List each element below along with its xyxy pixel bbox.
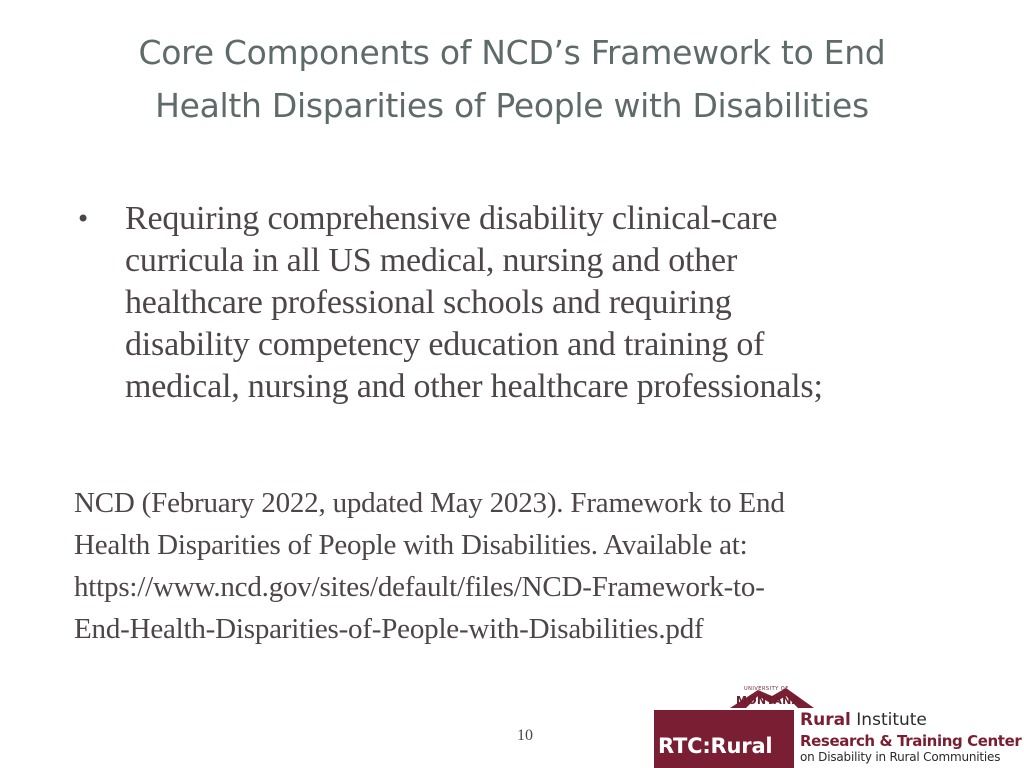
bullet-item [72, 198, 972, 408]
bullet-line-1: Requiring comprehensive disability clinical-care [125, 200, 778, 237]
citation-url-line-2[interactable]: End-Health-Disparities-of-People-with-Disabilities.pdf [74, 613, 704, 645]
citation-line-1: NCD (February 2022, updated May 2023). Framework to End [74, 487, 785, 519]
bullet-dot: • [76, 205, 90, 233]
slide-title-line-1: Core Components of NCD’s Framework to End [138, 33, 886, 72]
page-number: 10 [517, 727, 533, 744]
bullet-list [72, 198, 972, 408]
on-disability-label: on Disability in Rural Communities [800, 750, 1001, 764]
bullet-line-2: curricula in all US medical, nursing and other [125, 242, 738, 279]
university-of-label: UNIVERSITY OF [744, 686, 789, 692]
bullet-line-4: disability competency education and training of [125, 326, 765, 363]
citation-url-line-1[interactable]: https://www.ncd.gov/sites/default/files/NCD-Framework-to- [74, 571, 765, 603]
rtc-rural-logo [652, 686, 1024, 768]
bullet-line-3: healthcare professional schools and requiring [125, 284, 732, 321]
citation-line-2: Health Disparities of People with Disabilities. Available at: [74, 529, 748, 561]
slide-title [40, 26, 984, 132]
rtc-rural-label: RTC:Rural [658, 734, 773, 758]
institute-word: Institute [850, 710, 927, 730]
montana-label: MONTANA [736, 694, 801, 707]
bullet-line-5: medical, nursing and other healthcare professionals; [125, 368, 823, 405]
rural-word: Rural [800, 710, 851, 730]
rural-institute-label [800, 710, 927, 730]
citation [74, 482, 994, 650]
research-training-center-label: Research & Training Center [800, 732, 1022, 750]
slide-title-line-2: Health Disparities of People with Disabilities [155, 86, 869, 125]
